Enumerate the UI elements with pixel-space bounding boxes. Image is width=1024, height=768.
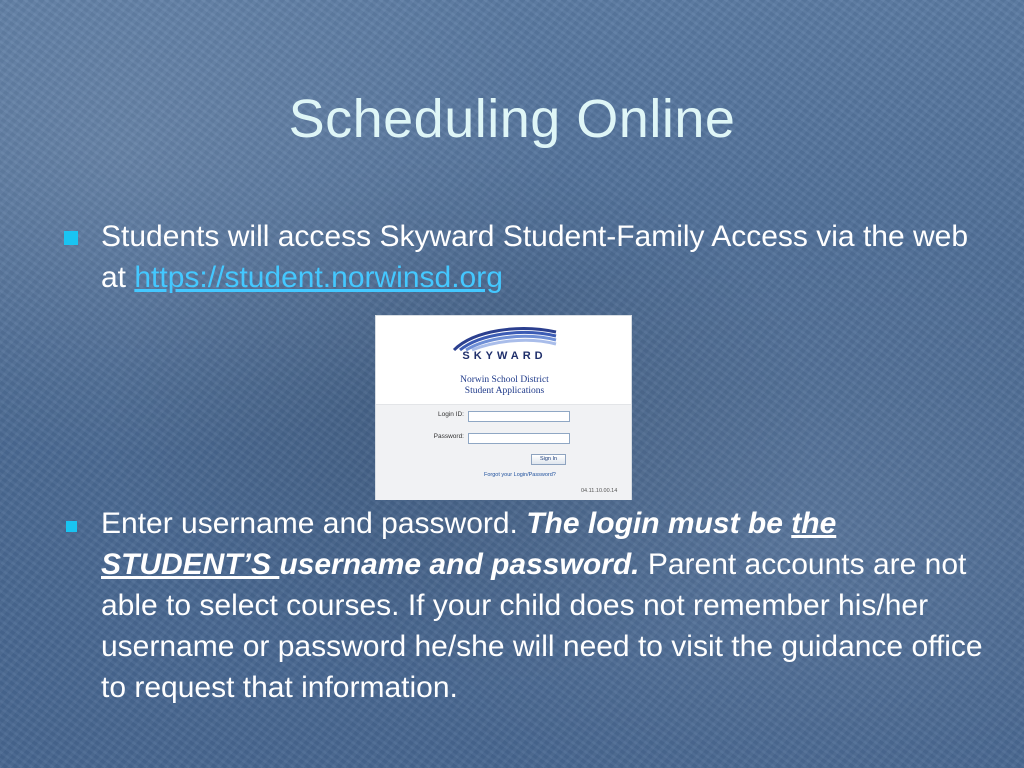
slide-title: Scheduling Online	[288, 89, 736, 149]
bullet-text-intro: Students will access Skyward Student-Family Access via the web at	[101, 220, 969, 294]
skyward-login-screenshot	[375, 315, 632, 500]
skyward-swoosh-icon	[450, 322, 560, 352]
login-id-label: Login ID:	[437, 411, 464, 418]
bullet-text-plain-2: Parent accounts are not able to select courses. If your child does not remember his/her username or password he/she will need to visit the guidance office to request that information.	[101, 548, 983, 704]
skyward-brand: SKYWARD	[462, 350, 547, 362]
password-label: Password:	[433, 433, 464, 440]
student-portal-link[interactable]: https://student.norwinsd.org	[134, 261, 503, 294]
bullet-text-plain-1: Enter username and password.	[101, 507, 527, 540]
square-bullet-icon	[64, 231, 78, 245]
square-bullet-icon	[66, 521, 77, 532]
version-number: 04.11.10.00.14	[581, 488, 618, 494]
bullet-text	[101, 503, 984, 708]
password-input[interactable]	[468, 433, 570, 444]
bullet-item-login	[64, 503, 984, 708]
login-form	[376, 404, 631, 500]
district-name	[376, 375, 633, 397]
forgot-login-link[interactable]: Forgot your Login/Password?	[484, 472, 556, 478]
bullet-text-emphasis-underlined: the STUDENT’S	[101, 507, 837, 581]
district-line-1: Norwin School District	[460, 375, 549, 385]
sign-in-button[interactable]: Sign In	[531, 454, 566, 465]
bullet-text	[101, 216, 984, 298]
bullet-text-emphasis-1: The login must be	[526, 507, 792, 540]
login-id-input[interactable]	[468, 411, 570, 422]
bullet-item-access	[64, 216, 984, 298]
district-line-2: Student Applications	[464, 386, 545, 396]
bullet-text-emphasis-2: username and password.	[279, 548, 640, 581]
